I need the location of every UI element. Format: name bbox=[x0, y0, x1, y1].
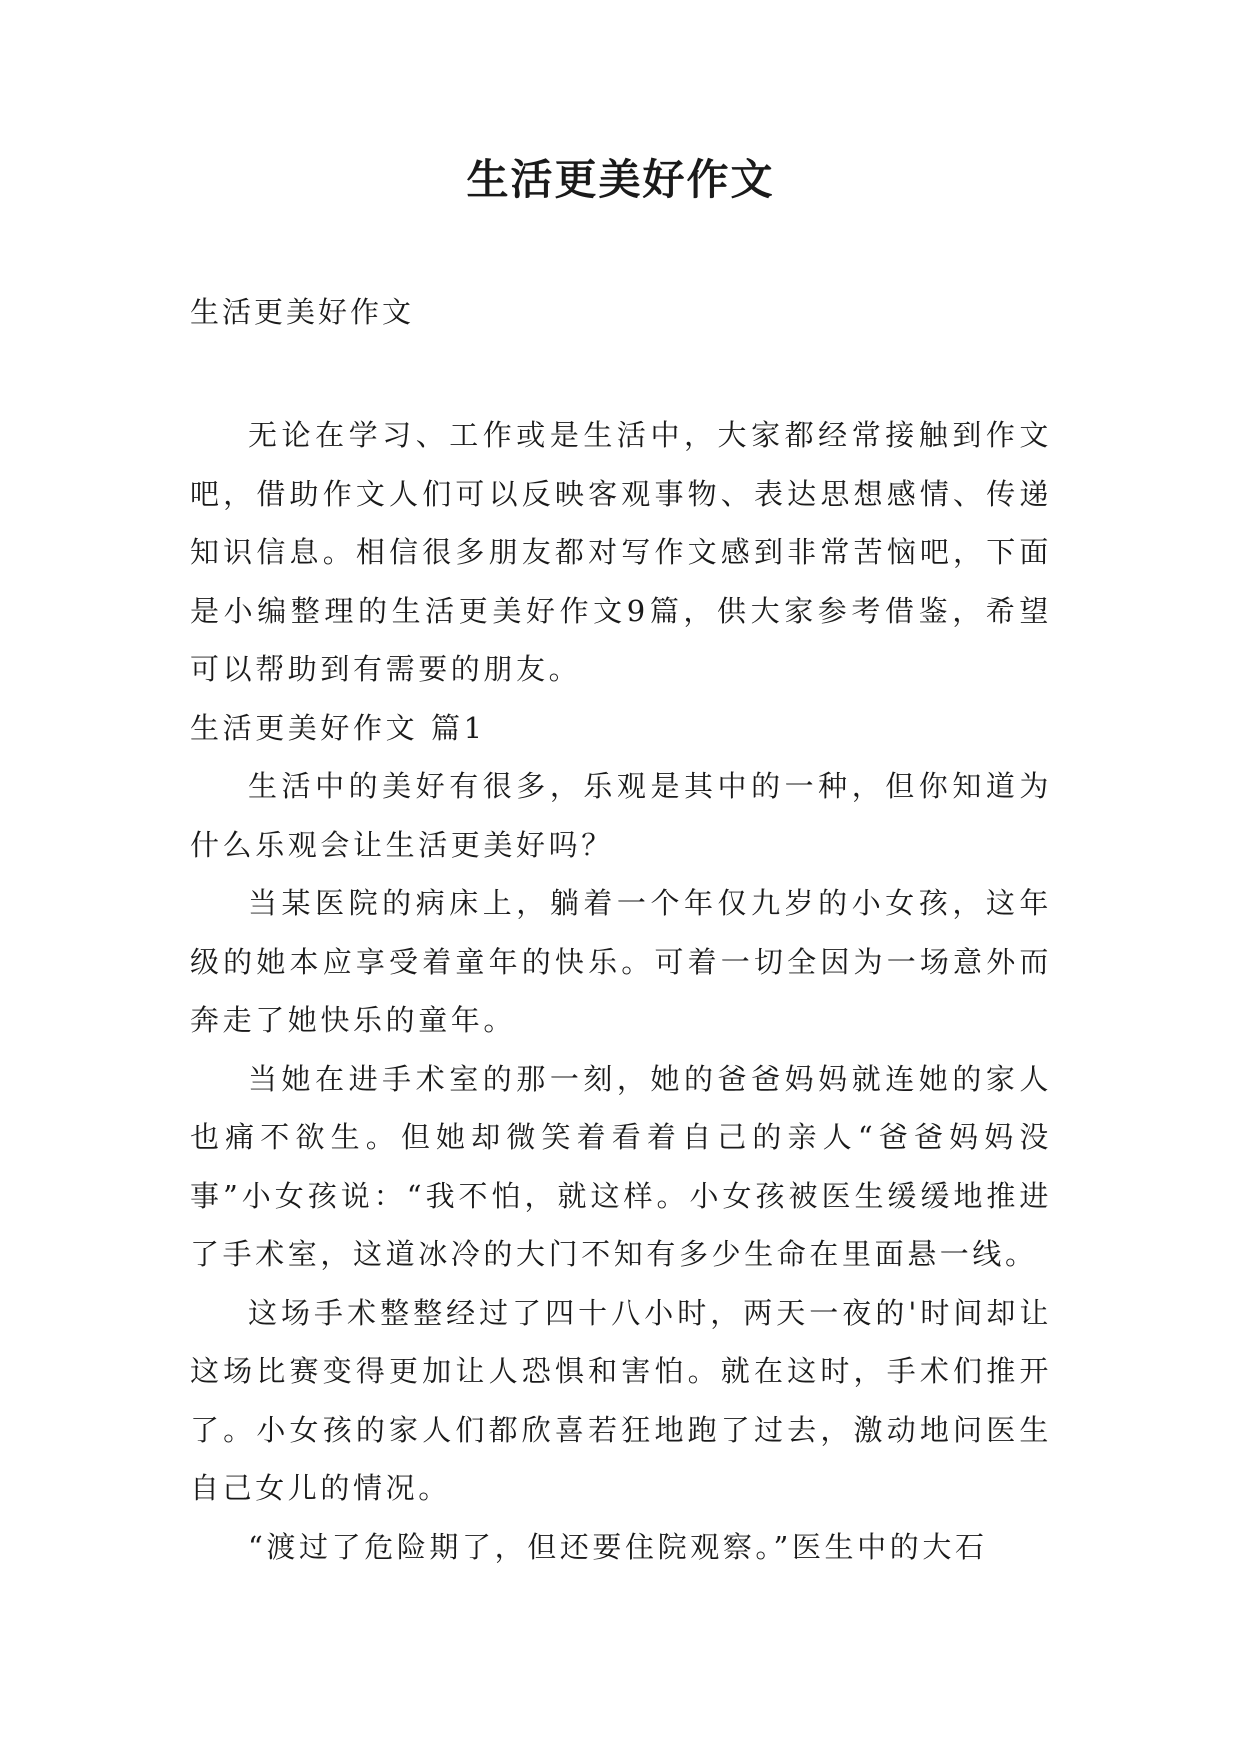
body-paragraph: 生活中的美好有很多，乐观是其中的一种，但你知道为什么乐观会让生活更美好吗？ bbox=[190, 769, 1052, 862]
document-body bbox=[190, 406, 1052, 1576]
document-title: 生活更美好作文 bbox=[466, 155, 775, 204]
body-paragraph: 这场手术整整经过了四十八小时，两天一夜的'时间却让这场比赛变得更加让人恐惧和害怕。就在这时，手术们推开了。小女孩的家人们都欣喜若狂地跑了过去，激动地问医生自己女儿的情况。 bbox=[190, 1295, 1052, 1505]
body-paragraph: “渡过了危险期了，但还要住院观察。”医生中的大石 bbox=[248, 1529, 988, 1564]
body-paragraph: 当她在进手术室的那一刻，她的爸爸妈妈就连她的家人也痛不欲生。但她却微笑着看着自己的亲人“爸爸妈妈没事”小女孩说：“我不怕，就这样。小女孩被医生缓缓地推进了手术室，这道冰冷的大门不知有多少生命在里面悬一线。 bbox=[190, 1061, 1052, 1271]
intro-paragraph: 无论在学习、工作或是生活中，大家都经常接触到作文吧，借助作文人们可以反映客观事物、表达思想感情、传递知识信息。相信很多朋友都对写作文感到非常苦恼吧，下面是小编整理的生活更美好作文9篇，供大家参考借鉴，希望可以帮助到有需要的朋友。 bbox=[190, 418, 1052, 686]
body-paragraph: 当某医院的病床上，躺着一个年仅九岁的小女孩，这年级的她本应享受着童年的快乐。可着一切全因为一场意外而奔走了她快乐的童年。 bbox=[190, 886, 1052, 1037]
section-heading: 生活更美好作文 篇1 bbox=[190, 710, 486, 745]
document-subtitle: 生活更美好作文 bbox=[190, 295, 415, 329]
